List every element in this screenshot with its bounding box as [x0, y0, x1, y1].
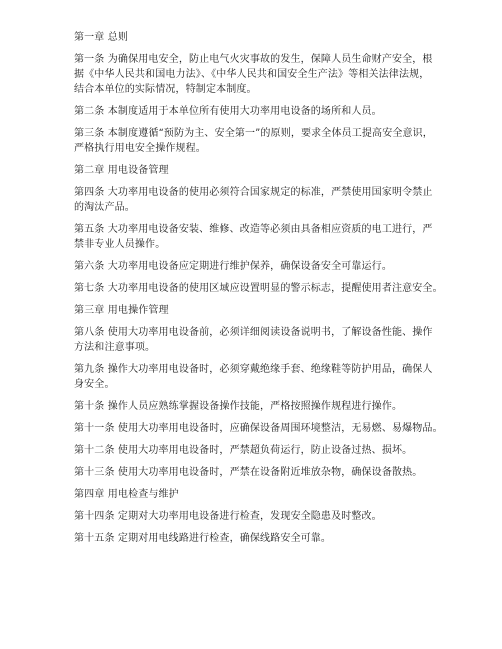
- text-line: 第八条 使用大功率用电设备前，必须详细阅读设备说明书，了解设备性能、操作: [74, 327, 433, 338]
- text-line: 第二章 用电设备管理: [74, 165, 169, 176]
- text-line: 第十条 操作人员应熟练掌握设备操作技能，严格按照操作规程进行操作。: [74, 401, 403, 412]
- article-paragraph: [74, 465, 444, 480]
- article-paragraph: [74, 443, 444, 458]
- document-body: [74, 30, 444, 553]
- text-line: 第四章 用电检查与维护: [74, 489, 179, 500]
- text-line: 结合本单位的实际情况，特制定本制度。: [74, 84, 257, 95]
- text-line: 第三章 用电操作管理: [74, 305, 169, 316]
- text-line: 第二条 本制度适用于本单位所有使用大功率用电设备的场所和人员。: [74, 106, 382, 117]
- article-paragraph: [74, 399, 444, 414]
- article-paragraph: [74, 222, 444, 252]
- text-line: 第四条 大功率用电设备的使用必须符合国家规定的标准，严禁使用国家明令禁止: [74, 187, 433, 198]
- text-line: 第九条 操作大功率用电设备时，必须穿戴绝缘手套、绝缘鞋等防护用品，确保人: [74, 364, 433, 375]
- text-line: 第十二条 使用大功率用电设备时，严禁超负荷运行，防止设备过热、损坏。: [74, 445, 413, 456]
- text-line: 第十三条 使用大功率用电设备时，严禁在设备附近堆放杂物，确保设备散热。: [74, 467, 423, 478]
- text-line: 方法和注意事项。: [74, 342, 156, 353]
- text-line: 第一条 为确保用电安全，防止电气火灾事故的发生，保障人员生命财产安全，根: [74, 54, 433, 65]
- text-line: 严格执行用电安全操作规程。: [74, 143, 206, 154]
- article-paragraph: [74, 325, 444, 355]
- text-line: 第六条 大功率用电设备应定期进行维护保养，确保设备安全可靠运行。: [74, 261, 392, 272]
- text-line: 据《中华人民共和国电力法》、《中华人民共和国安全生产法》等相关法律法规，: [74, 69, 430, 80]
- article-paragraph: [74, 531, 444, 546]
- article-paragraph: [74, 259, 444, 274]
- text-line: 第五条 大功率用电设备安装、维修、改造等必须由具备相应资质的电工进行，严: [74, 224, 433, 235]
- article-paragraph: [74, 362, 444, 392]
- text-line: 第一章 总则: [74, 32, 129, 43]
- article-paragraph: [74, 126, 444, 156]
- chapter-heading: [74, 303, 444, 318]
- text-line: 的淘汰产品。: [74, 202, 135, 213]
- text-line: 第十五条 定期对用电线路进行检查，确保线路安全可靠。: [74, 533, 332, 544]
- text-line: 第七条 大功率用电设备的使用区域应设置明显的警示标志，提醒使用者注意安全。: [74, 283, 443, 294]
- article-paragraph: [74, 104, 444, 119]
- article-paragraph: [74, 509, 444, 524]
- article-paragraph: [74, 52, 444, 97]
- article-paragraph: [74, 421, 444, 436]
- chapter-heading: [74, 163, 444, 178]
- text-line: 第十四条 定期对大功率用电设备进行检查，发现安全隐患及时整改。: [74, 511, 382, 522]
- text-line: 第三条 本制度遵循“预防为主、安全第一”的原则，要求全体员工提高安全意识，: [74, 128, 433, 139]
- text-line: 身安全。: [74, 379, 115, 390]
- text-line: 禁非专业人员操作。: [74, 239, 166, 250]
- chapter-heading: [74, 30, 444, 45]
- text-line: 第十一条 使用大功率用电设备时，应确保设备周围环境整洁，无易燃、易爆物品。: [74, 423, 443, 434]
- article-paragraph: [74, 281, 444, 296]
- article-paragraph: [74, 185, 444, 215]
- chapter-heading: [74, 487, 444, 502]
